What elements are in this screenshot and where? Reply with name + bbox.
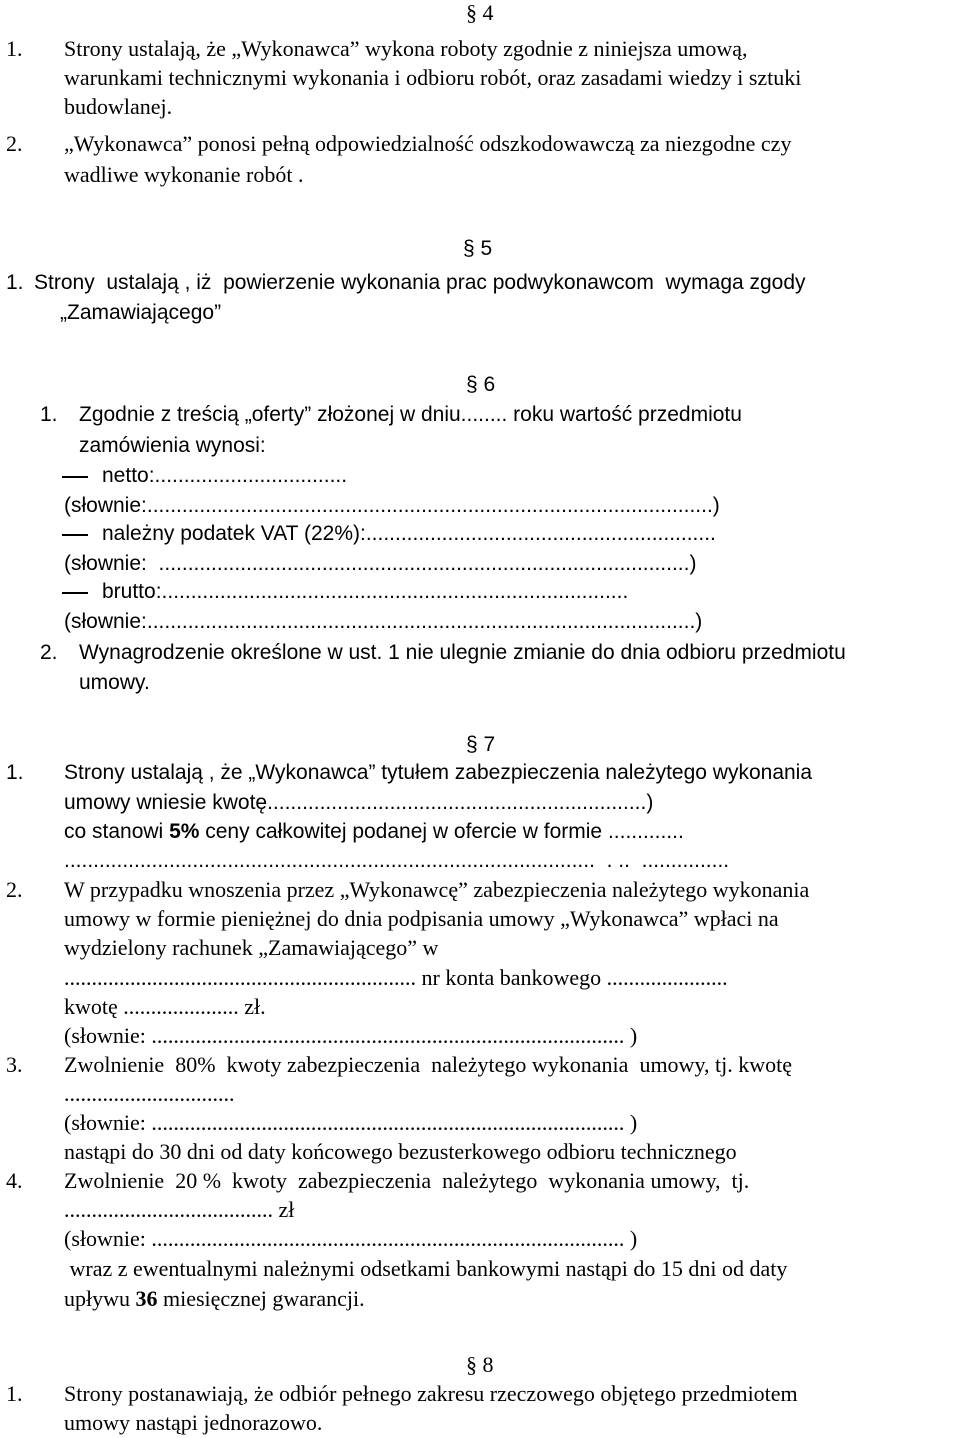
paragraph-line: (słownie: ...................................................................................... ) <box>64 1023 638 1048</box>
words-line: (słownie:.................................................................................................) <box>64 494 720 517</box>
paragraph-line: umowy w formie pieniężnej do dnia podpisania umowy „Wykonawca” wpłaci na <box>64 906 779 931</box>
paragraph-line: kwotę ..................... zł. <box>64 994 266 1019</box>
paragraph-line: warunkami technicznymi wykonania i odbioru robót, oraz zasadami wiedzy i sztuki <box>64 65 802 90</box>
paragraph-line <box>64 819 684 845</box>
list-number: 2. <box>6 131 23 156</box>
list-number: 1. <box>6 271 24 294</box>
section-6-heading: § 6 <box>466 373 496 396</box>
paragraph-line: zamówienia wynosi: <box>79 434 266 457</box>
percent-value: 5% <box>169 820 200 843</box>
paragraph-line: ............................... <box>64 1081 235 1106</box>
netto-line: netto:................................. <box>102 464 348 487</box>
list-number: 2. <box>40 641 58 664</box>
paragraph-line: wadliwe wykonanie robót . <box>64 162 304 187</box>
text-fragment: miesięcznej gwarancji. <box>157 1286 365 1311</box>
list-number: 2. <box>6 877 23 902</box>
paragraph-line: Zwolnienie 80% kwoty zabezpieczenia należytego wykonania umowy, tj. kwotę <box>64 1052 792 1077</box>
paragraph-line: (słownie: ...................................................................................... ) <box>64 1226 638 1251</box>
list-number: 1. <box>6 36 23 61</box>
paragraph-line: budowlanej. <box>64 94 173 119</box>
paragraph-line: (słownie: ...................................................................................... ) <box>64 1110 638 1135</box>
paragraph-line: ...................................... zł <box>64 1197 295 1222</box>
paragraph-line: Strony postanawiają, że odbiór pełnego zakresu rzeczowego objętego przedmiotem <box>64 1381 798 1406</box>
section-4-heading: § 4 <box>466 0 494 25</box>
words-line: (słownie:..............................................................................................) <box>64 610 703 633</box>
paragraph-line: umowy. <box>79 671 150 694</box>
paragraph-line: Strony ustalają , iż powierzenie wykonania prac podwykonawcom wymaga zgody <box>34 271 806 294</box>
list-number: 1. <box>6 1381 23 1406</box>
paragraph-line: umowy nastąpi jednorazowo. <box>64 1410 323 1435</box>
section-7-heading: § 7 <box>466 733 496 756</box>
list-number: 1. <box>6 761 24 784</box>
paragraph-line: nastąpi do 30 dni od daty końcowego bezusterkowego odbioru technicznego <box>64 1139 737 1164</box>
vat-line: należny podatek VAT (22%):............................................................ <box>102 522 716 545</box>
text-fragment: upływu <box>64 1286 136 1311</box>
dash-bullet <box>62 592 88 594</box>
dash-bullet <box>62 534 88 536</box>
paragraph-line: wraz z ewentualnymi należnymi odsetkami bankowymi nastąpi do 15 dni od daty <box>64 1256 788 1281</box>
paragraph-line <box>64 1286 365 1312</box>
text-fragment: co stanowi <box>64 820 170 843</box>
paragraph-line: Zwolnienie 20 % kwoty zabezpieczenia należytego wykonania umowy, tj. <box>64 1168 750 1193</box>
paragraph-line: W przypadku wnoszenia przez „Wykonawcę” zabezpieczenia należytego wykonania <box>64 877 810 902</box>
words-line: (słownie: ...........................................................................................) <box>64 552 697 575</box>
months-value: 36 <box>135 1286 158 1311</box>
paragraph-line: Strony ustalają , że „Wykonawca” tytułem zabezpieczenia należytego wykonania <box>64 761 813 784</box>
brutto-line: brutto:................................................................................ <box>102 580 629 603</box>
text-fragment: ceny całkowitej podanej w ofercie w formie ............. <box>199 820 684 843</box>
paragraph-line: „Wykonawca” ponosi pełną odpowiedzialność odszkodowawczą za niezgodne czy <box>64 131 792 156</box>
paragraph-line: Wynagrodzenie określone w ust. 1 nie ulegnie zmianie do dnia odbioru przedmiotu <box>79 641 846 664</box>
list-number: 4. <box>6 1168 23 1193</box>
dash-bullet <box>62 476 88 478</box>
paragraph-line: ........................................................................................... . .. ............... <box>64 849 730 872</box>
section-8-heading: § 8 <box>466 1352 494 1377</box>
paragraph-line: ................................................................ nr konta bankowego ...................... <box>64 965 728 990</box>
list-number: 3. <box>6 1052 23 1077</box>
paragraph-line: umowy wniesie kwotę.................................................................) <box>64 791 654 814</box>
paragraph-line: wydzielony rachunek „Zamawiającego” w <box>64 935 439 960</box>
paragraph-line: „Zamawiającego” <box>60 301 222 324</box>
section-5-heading: § 5 <box>463 237 493 260</box>
paragraph-line: Zgodnie z treścią „oferty” złożonej w dniu........ roku wartość przedmiotu <box>79 403 742 426</box>
paragraph-line: Strony ustalają, że „Wykonawca” wykona roboty zgodnie z niniejsza umową, <box>64 36 748 61</box>
list-number: 1. <box>40 403 58 426</box>
